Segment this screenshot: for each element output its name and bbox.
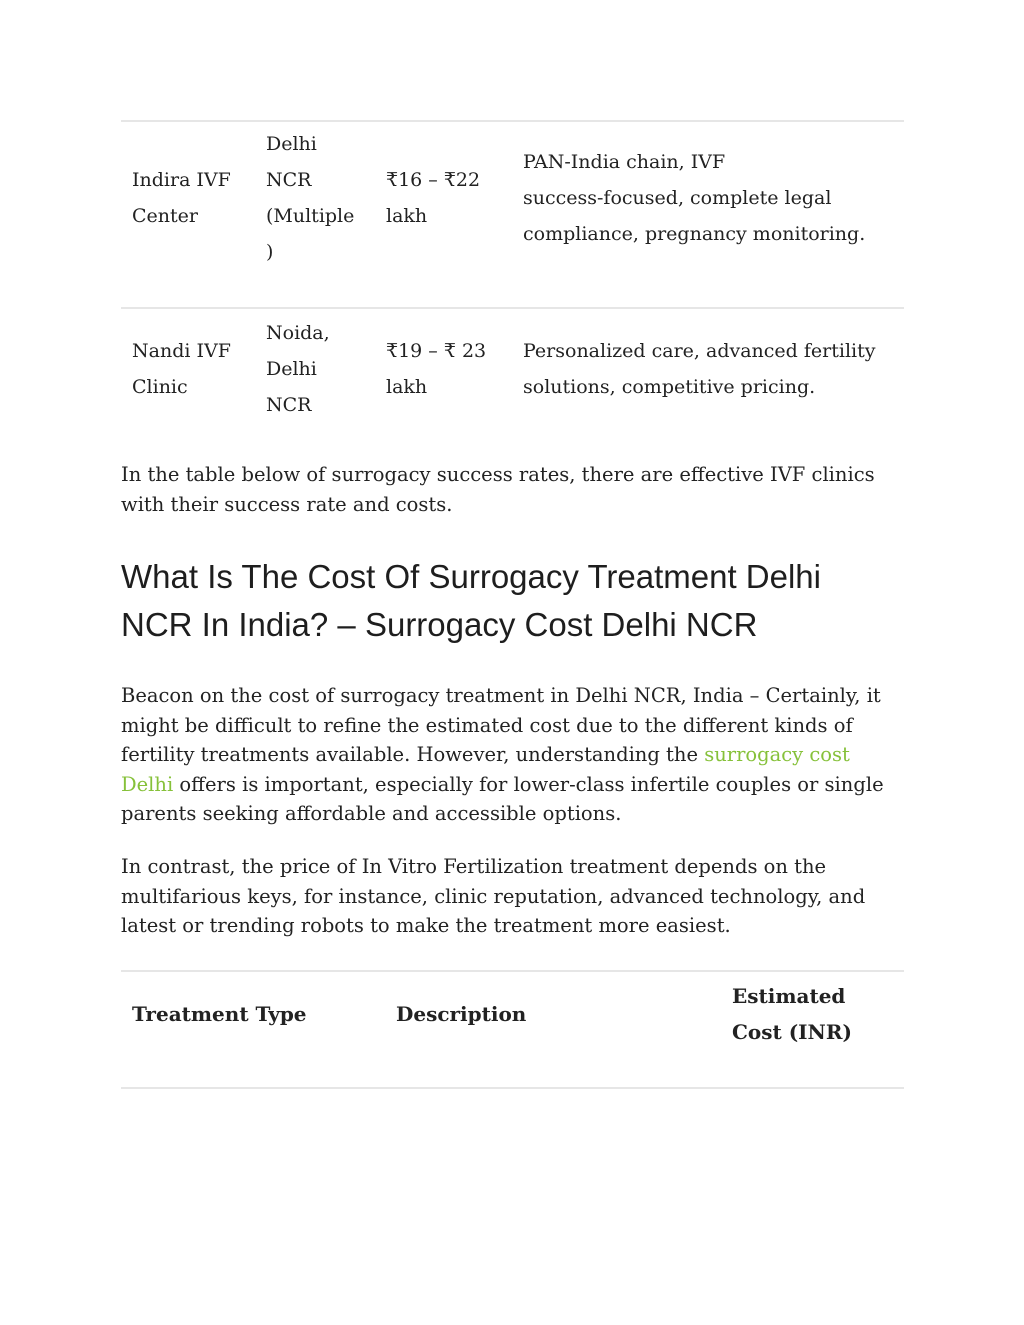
paragraph-line: In contrast, the price of In Vitro Fertilization treatment depends on the bbox=[121, 855, 827, 878]
clinic-features bbox=[523, 333, 875, 405]
table-divider bbox=[121, 120, 904, 122]
clinic-cost-line: lakh bbox=[386, 205, 428, 227]
surrogacy-cost-delhi-link[interactable]: Delhi bbox=[121, 772, 174, 796]
clinic-features-line: success-focused, complete legal bbox=[523, 187, 832, 209]
clinic-name-line: Center bbox=[132, 205, 198, 227]
table-divider bbox=[121, 970, 904, 972]
paragraph-text: fertility treatments available. However, understanding the bbox=[121, 743, 705, 766]
beacon-paragraph bbox=[121, 681, 904, 829]
clinic-location-line: Delhi bbox=[266, 133, 317, 155]
clinic-location bbox=[266, 126, 354, 270]
table-divider bbox=[121, 307, 904, 309]
clinic-name bbox=[132, 333, 231, 405]
paragraph-line bbox=[121, 740, 904, 770]
paragraph-line: with their success rate and costs. bbox=[121, 492, 453, 516]
clinic-features-line: solutions, competitive pricing. bbox=[523, 376, 816, 398]
table-divider bbox=[121, 1087, 904, 1089]
contrast-paragraph bbox=[121, 852, 904, 941]
paragraph-line: multifarious keys, for instance, clinic reputation, advanced technology, and bbox=[121, 884, 866, 908]
clinic-features-line: PAN-India chain, IVF bbox=[523, 151, 726, 173]
paragraph-line: parents seeking affordable and accessible options. bbox=[121, 802, 622, 825]
clinic-location-line: NCR bbox=[266, 394, 312, 416]
header-estimated-cost bbox=[732, 978, 852, 1050]
clinic-name bbox=[132, 162, 231, 234]
clinic-features-line: Personalized care, advanced fertility bbox=[523, 340, 876, 362]
paragraph-line: In the table below of surrogacy success rates, there are effective IVF clinics bbox=[121, 463, 875, 486]
clinic-cost-line: ₹19 – ₹ 23 bbox=[386, 340, 487, 362]
clinic-name-line: Nandi IVF bbox=[132, 340, 231, 362]
heading-line: What Is The Cost Of Surrogacy Treatment Delhi bbox=[121, 558, 821, 595]
clinic-location-line: Delhi bbox=[266, 358, 317, 380]
paragraph-line: Beacon on the cost of surrogacy treatment in Delhi NCR, India – Certainly, it bbox=[121, 684, 881, 707]
header-line: Estimated bbox=[732, 984, 846, 1008]
header-treatment-type: Treatment Type bbox=[132, 1002, 307, 1026]
surrogacy-cost-delhi-link[interactable]: surrogacy cost bbox=[704, 743, 850, 766]
intro-paragraph bbox=[121, 460, 904, 519]
heading-line: NCR In India? – Surrogacy Cost Delhi NCR bbox=[121, 606, 758, 643]
clinic-cost-line: lakh bbox=[386, 376, 428, 398]
clinic-location-line: NCR bbox=[266, 169, 312, 191]
paragraph-text: offers is important, especially for lower-class infertile couples or single bbox=[173, 772, 884, 796]
clinic-location-line: (Multiple bbox=[266, 205, 355, 227]
paragraph-line bbox=[121, 770, 904, 800]
paragraph-line: latest or trending robots to make the treatment more easiest. bbox=[121, 914, 731, 937]
clinic-name-line: Indira IVF bbox=[132, 169, 231, 191]
paragraph-line: might be difficult to refine the estimated cost due to the different kinds of bbox=[121, 713, 853, 737]
clinic-name-line: Clinic bbox=[132, 376, 188, 398]
header-description: Description bbox=[396, 1002, 527, 1026]
section-heading bbox=[121, 553, 904, 649]
clinic-location-line: Noida, bbox=[266, 322, 330, 344]
clinic-features-line: compliance, pregnancy monitoring. bbox=[523, 223, 866, 245]
clinic-location bbox=[266, 315, 330, 423]
clinic-cost-line: ₹16 – ₹22 bbox=[386, 169, 481, 191]
clinic-features bbox=[523, 144, 865, 252]
header-line: Cost (INR) bbox=[732, 1020, 852, 1044]
clinic-cost bbox=[386, 333, 486, 405]
clinic-location-line: ) bbox=[266, 241, 274, 263]
clinic-cost bbox=[386, 162, 480, 234]
